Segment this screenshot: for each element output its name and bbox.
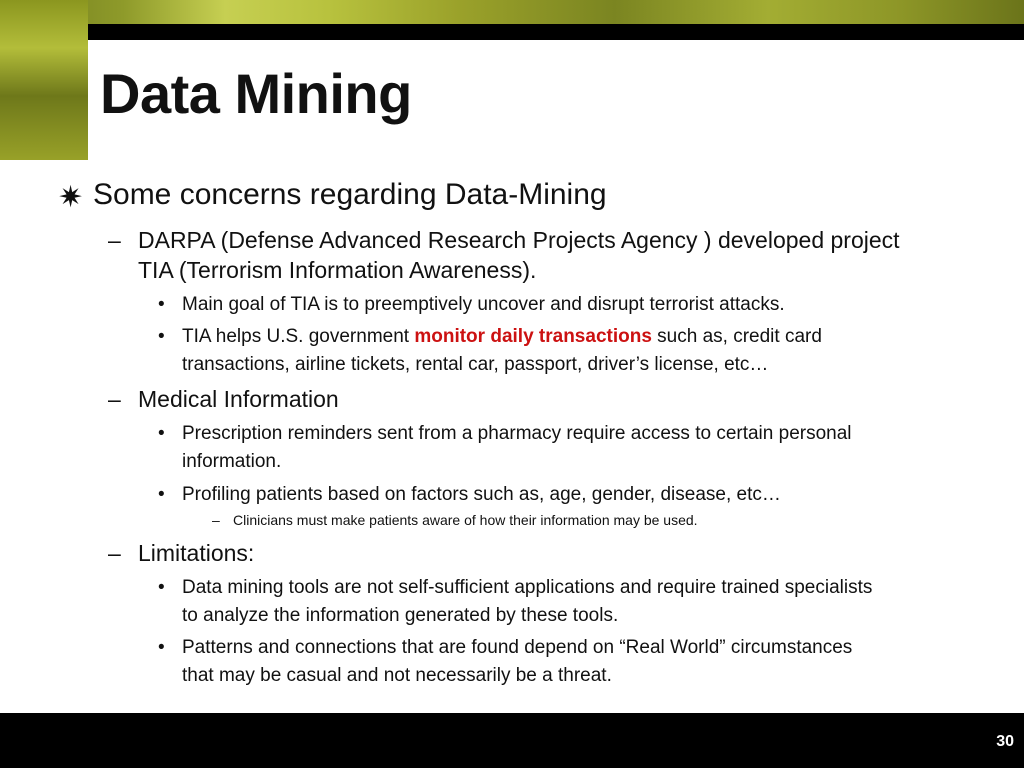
dash-bullet-icon: – — [108, 386, 121, 412]
bullet-patterns-line2: that may be casual and not necessarily be a threat. — [182, 665, 612, 686]
bullet-darpa-line1: DARPA (Defense Advanced Research Projects Agency ) developed project — [138, 227, 900, 253]
star-bullet-icon: ✷ — [58, 181, 84, 214]
dash-bullet-icon: – — [212, 512, 220, 528]
bullet-limitations: Limitations: — [138, 540, 255, 566]
bullet-clinicians: Clinicians must make patients aware of how their information may be used. — [233, 512, 698, 528]
bullet-prescription-line2: information. — [182, 451, 282, 472]
dot-bullet-icon: • — [158, 326, 165, 347]
bullet-tia-helps-line1 — [182, 322, 822, 351]
dash-bullet-icon: – — [108, 227, 121, 253]
bullet-tools-line2: to analyze the information generated by these tools. — [182, 605, 619, 626]
dot-bullet-icon: • — [158, 637, 165, 658]
bullet-darpa-line2: TIA (Terrorism Information Awareness). — [138, 257, 537, 283]
bullet-prescription-line1: Prescription reminders sent from a pharmacy require access to certain personal — [182, 423, 852, 444]
footer-bar — [0, 713, 1024, 768]
bullet-main: Some concerns regarding Data-Mining — [93, 178, 607, 211]
bullet-profiling: Profiling patients based on factors such as, age, gender, disease, etc… — [182, 484, 781, 505]
slide-title: Data Mining — [100, 62, 412, 125]
bullet-tia-helps-line2: transactions, airline tickets, rental car, passport, driver’s license, etc… — [182, 354, 769, 375]
dot-bullet-icon: • — [158, 577, 165, 598]
tia-helps-text-post: such as, credit card — [651, 326, 822, 347]
dash-bullet-icon: – — [108, 540, 121, 566]
page-number: 30 — [996, 733, 1014, 750]
bullet-tools-line1: Data mining tools are not self-sufficient applications and require trained specialists — [182, 577, 873, 598]
tia-helps-text-pre: TIA helps U.S. government — [182, 326, 415, 347]
header-black-rule — [88, 24, 1024, 40]
dot-bullet-icon: • — [158, 294, 165, 315]
dot-bullet-icon: • — [158, 484, 165, 505]
tia-helps-highlight: monitor daily transactions — [414, 326, 652, 347]
header-photo-side — [0, 0, 88, 160]
bullet-medical: Medical Information — [138, 386, 339, 412]
bullet-patterns-line1: Patterns and connections that are found depend on “Real World” circumstances — [182, 637, 853, 658]
dot-bullet-icon: • — [158, 423, 165, 444]
bullet-tia-goal: Main goal of TIA is to preemptively uncover and disrupt terrorist attacks. — [182, 294, 785, 315]
